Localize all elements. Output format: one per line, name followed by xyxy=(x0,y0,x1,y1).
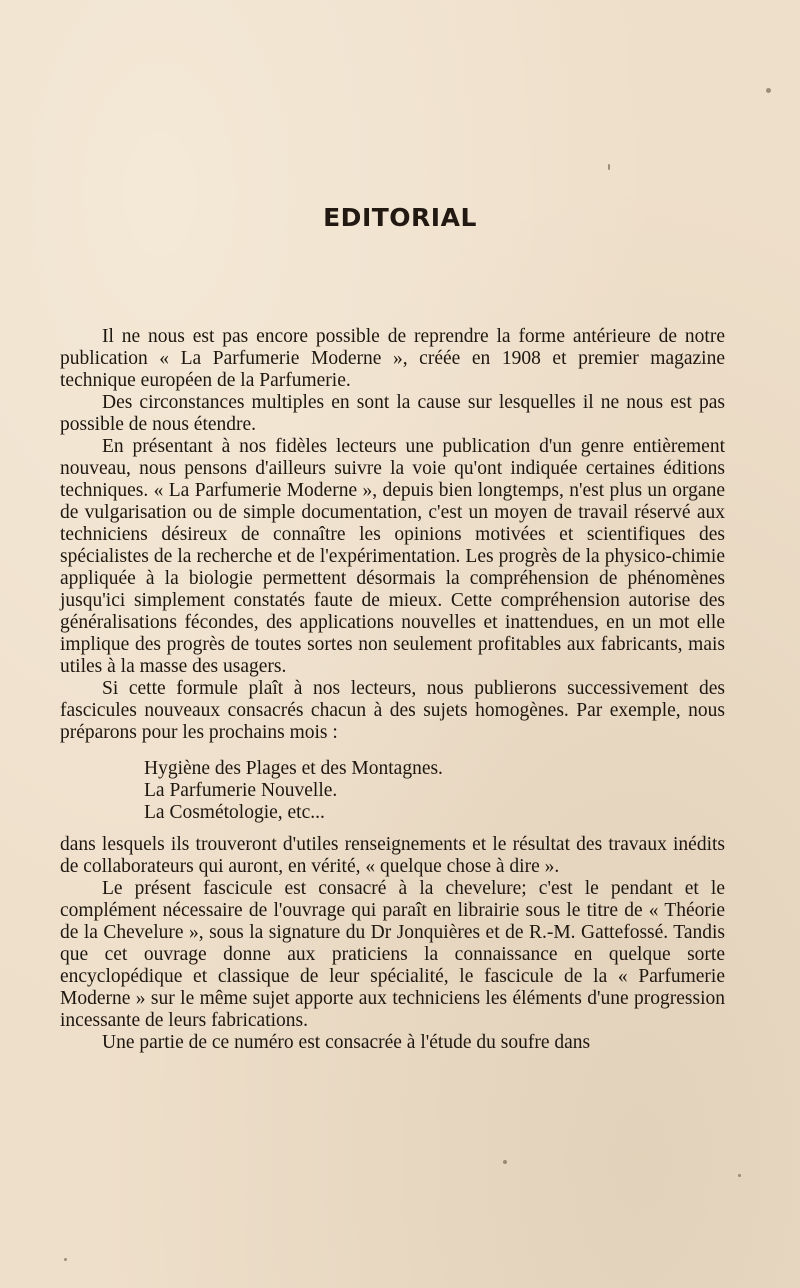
editorial-body xyxy=(60,326,725,1054)
upcoming-topics-list xyxy=(144,758,725,824)
paragraph: Le présent fascicule est consacré à la chevelure; c'est le pendant et le complément nécessaire de l'ouvrage qui paraît en librairie sous le titre de « Théorie de la Chevelure », sous la signature du Dr Jonquières et de R.-M. Gattefossé. Tandis que cet ouvrage donne aux praticiens la connaissance en quelque sorte encyclopédique et classique de leur spécialité, le fascicule de la « Parfumerie Moderne » sur le même sujet apporte aux techniciens les éléments d'une progression incessante de leurs fabrications. xyxy=(60,878,725,1031)
list-item: Hygiène des Plages et des Montagnes. xyxy=(144,758,443,779)
list-item: La Parfumerie Nouvelle. xyxy=(144,780,338,801)
paper-speck xyxy=(64,1258,67,1261)
list-item: La Cosmétologie, etc... xyxy=(144,802,325,823)
paragraph: Des circonstances multiples en sont la cause sur lesquelles il ne nous est pas possible de nous étendre. xyxy=(60,392,725,435)
paper-speck xyxy=(503,1160,507,1164)
paper-speck xyxy=(608,164,610,170)
page-title: EDITORIAL xyxy=(323,203,477,232)
paragraph: Il ne nous est pas encore possible de reprendre la forme antérieure de notre publication « La Parfumerie Moderne », créée en 1908 et premier magazine technique européen de la Parfumerie. xyxy=(60,326,725,391)
paragraph: Si cette formule plaît à nos lecteurs, nous publierons successivement des fascicules nouveaux consacrés chacun à des sujets homogènes. Par exemple, nous préparons pour les prochains mois : xyxy=(60,678,725,743)
paragraph: En présentant à nos fidèles lecteurs une publication d'un genre entièrement nouveau, nous pensons d'ailleurs suivre la voie qu'ont indiquée certaines éditions techniques. « La Parfumerie Moderne », depuis bien longtemps, n'est plus un organe de vulgarisation ou de simple documentation, c'est un moyen de travail réservé aux techniciens désireux de connaître les opinions motivées et scientifiques des spécialistes de la recherche et de l'expérimentation. Les progrès de la physico-chimie appliquée à la biologie permettent désormais la compréhension de phénomènes jusqu'ici simplement constatés faute de mieux. Cette compréhension autorise des généralisations fécondes, des applications nouvelles et inattendues, en un mot elle implique des progrès de toutes sortes non seulement profitables aux fabricants, mais utiles à la masse des usagers. xyxy=(60,436,725,677)
paragraph-continuation: dans lesquels ils trouveront d'utiles renseignements et le résultat des travaux inédits de collaborateurs qui auront, en vérité, « quelque chose à dire ». xyxy=(60,834,725,877)
paragraph: Une partie de ce numéro est consacrée à l'étude du soufre dans xyxy=(102,1032,591,1053)
paper-speck xyxy=(738,1174,741,1177)
paper-speck xyxy=(766,88,771,93)
